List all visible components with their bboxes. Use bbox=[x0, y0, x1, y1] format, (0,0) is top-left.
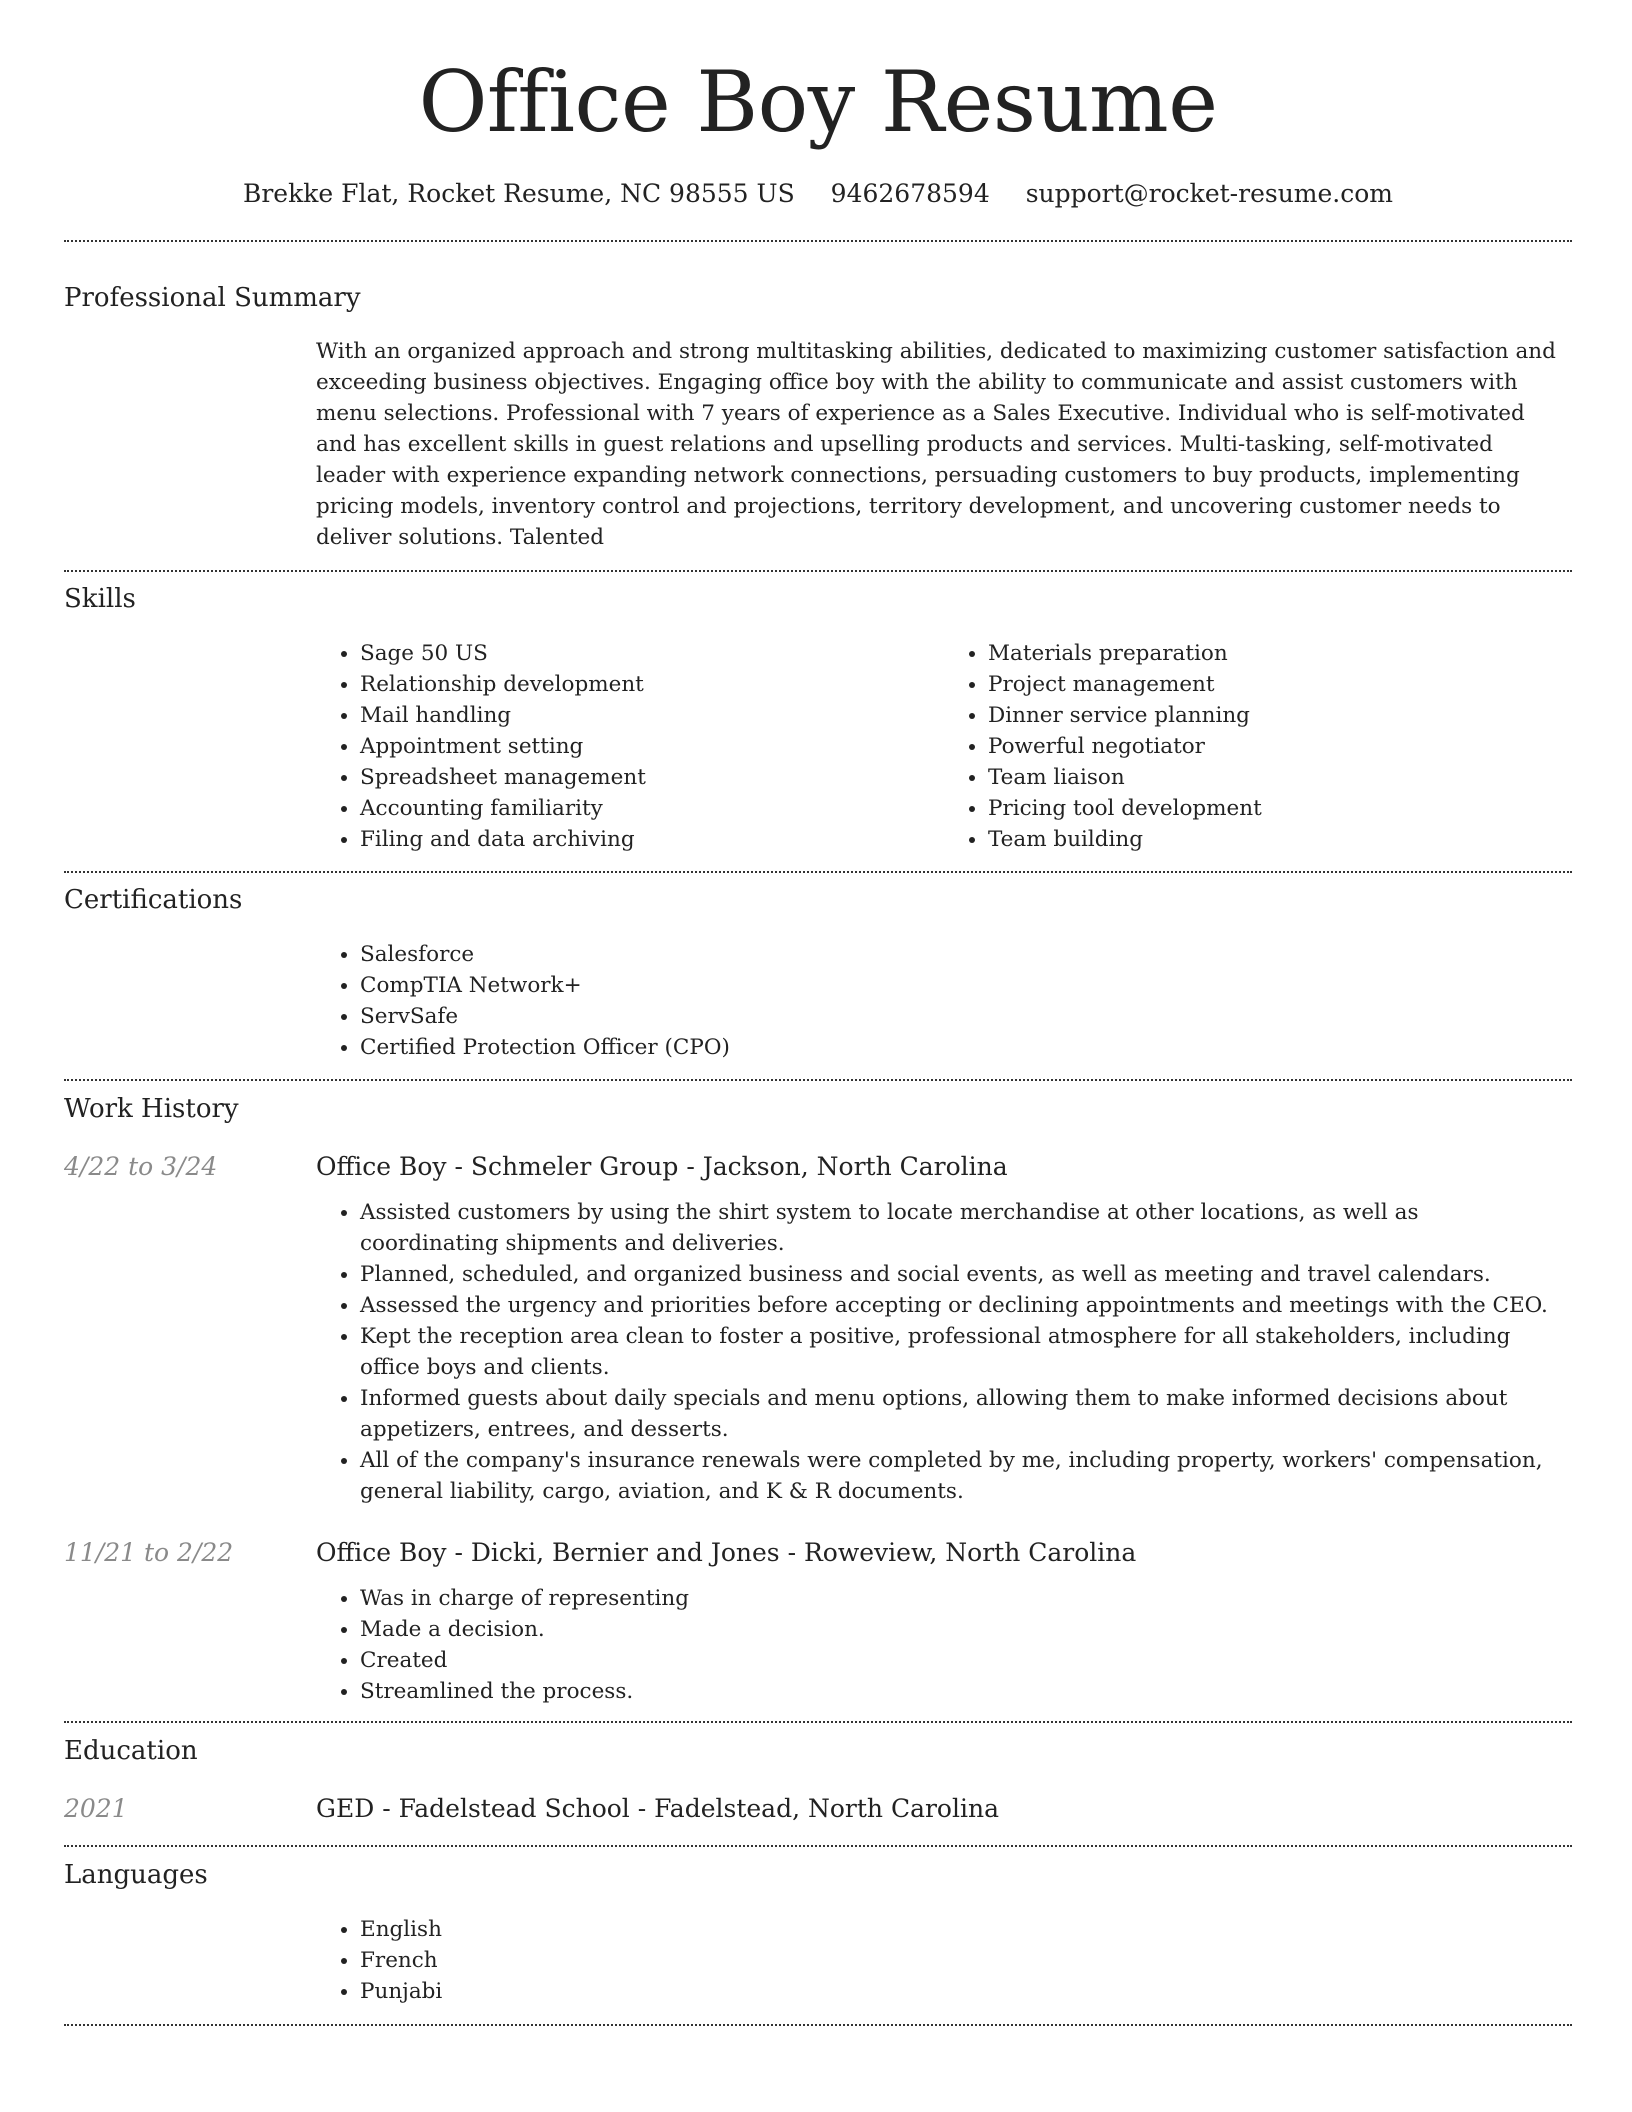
language-item: • French bbox=[360, 1945, 1572, 1976]
divider bbox=[64, 570, 1572, 572]
job-bullet: • Planned, scheduled, and organized business and social events, as well as meeting and travel calendars. bbox=[360, 1259, 1556, 1290]
skill-item: • Appointment setting bbox=[360, 731, 944, 762]
job-header bbox=[64, 1151, 1572, 1183]
skill-item: • Pricing tool development bbox=[988, 793, 1572, 824]
skill-item: • Dinner service planning bbox=[988, 700, 1572, 731]
job-bullets bbox=[316, 1583, 1572, 1707]
certification-item: • CompTIA Network+ bbox=[360, 970, 1572, 1001]
job-bullet: • Assessed the urgency and priorities before accepting or declining appointments and meetings with the CEO. bbox=[360, 1290, 1556, 1321]
skill-item: • Materials preparation bbox=[988, 638, 1572, 669]
certification-item: • ServSafe bbox=[360, 1001, 1572, 1032]
job-header bbox=[64, 1537, 1572, 1569]
section-summary bbox=[64, 282, 1572, 553]
skill-item: • Sage 50 US bbox=[360, 638, 944, 669]
section-title-certifications: Certifications bbox=[64, 885, 243, 915]
certification-item: • Salesforce bbox=[360, 939, 1572, 970]
job-bullet: • All of the company's insurance renewals were completed by me, including property, workers' compensation, general liability, cargo, aviation, and K & R documents. bbox=[360, 1445, 1556, 1507]
skill-item: • Team building bbox=[988, 824, 1572, 855]
skill-item: • Filing and data archiving bbox=[360, 824, 944, 855]
section-skills bbox=[64, 583, 1572, 855]
skill-item: • Team liaison bbox=[988, 762, 1572, 793]
languages-list bbox=[316, 1914, 1572, 2007]
job-bullet: • Assisted customers by using the shirt system to locate merchandise at other locations, as well as coordinating shipments and deliveries. bbox=[360, 1197, 1556, 1259]
language-item: • Punjabi bbox=[360, 1976, 1572, 2007]
divider bbox=[64, 2024, 1572, 2026]
divider bbox=[64, 240, 1572, 242]
skills-columns bbox=[316, 638, 1572, 855]
job-entry bbox=[64, 1151, 1572, 1507]
section-title-skills: Skills bbox=[64, 584, 136, 614]
job-title: Office Boy - Schmeler Group - Jackson, North Carolina bbox=[316, 1152, 1008, 1181]
section-title-work: Work History bbox=[64, 1094, 239, 1124]
job-entry bbox=[64, 1537, 1572, 1707]
contact-email: support@rocket-resume.com bbox=[1025, 179, 1393, 208]
certifications-body bbox=[316, 939, 1572, 1063]
section-title-summary: Professional Summary bbox=[64, 283, 361, 313]
education-degree: GED - Fadelstead School - Fadelstead, North Carolina bbox=[316, 1794, 999, 1823]
skills-list-right bbox=[944, 638, 1572, 855]
divider bbox=[64, 871, 1572, 873]
resume-page bbox=[64, 0, 1572, 2026]
job-body bbox=[316, 1583, 1572, 1707]
skill-item: • Relationship development bbox=[360, 669, 944, 700]
section-certifications bbox=[64, 884, 1572, 1063]
skill-item: • Mail handling bbox=[360, 700, 944, 731]
education-entry bbox=[64, 1793, 1572, 1825]
job-bullet: • Was in charge of representing bbox=[360, 1583, 1572, 1614]
resume-title: Office Boy Resume bbox=[418, 53, 1218, 151]
certification-item: • Certified Protection Officer (CPO) bbox=[360, 1032, 1572, 1063]
skill-item: • Powerful negotiator bbox=[988, 731, 1572, 762]
section-title-languages: Languages bbox=[64, 1860, 208, 1890]
section-languages bbox=[64, 1859, 1572, 2007]
language-item: • English bbox=[360, 1914, 1572, 1945]
skill-item: • Project management bbox=[988, 669, 1572, 700]
job-body bbox=[316, 1197, 1556, 1507]
certifications-list bbox=[316, 939, 1572, 1063]
job-dates: 4/22 to 3/24 bbox=[64, 1152, 218, 1181]
skills-list-left bbox=[316, 638, 944, 855]
section-title-education: Education bbox=[64, 1736, 198, 1766]
job-bullet: • Created bbox=[360, 1645, 1572, 1676]
skill-item: • Accounting familiarity bbox=[360, 793, 944, 824]
languages-body bbox=[316, 1914, 1572, 2007]
divider bbox=[64, 1079, 1572, 1081]
education-year: 2021 bbox=[64, 1794, 128, 1823]
section-work-history bbox=[64, 1093, 1572, 1707]
job-bullet: • Kept the reception area clean to foster a positive, professional atmosphere for all stakeholders, including office boys and clients. bbox=[360, 1321, 1556, 1383]
skill-item: • Spreadsheet management bbox=[360, 762, 944, 793]
job-bullet: • Made a decision. bbox=[360, 1614, 1572, 1645]
contact-address: Brekke Flat, Rocket Resume, NC 98555 US bbox=[242, 179, 795, 208]
job-title: Office Boy - Dicki, Bernier and Jones - Roweview, North Carolina bbox=[316, 1538, 1137, 1567]
summary-text: With an organized approach and strong multitasking abilities, dedicated to maximizing customer satisfaction and exceeding business objectives. Engaging office boy with the ability to communicate and assist customers with menu selections. Professional with 7 years of experience as a Sales Executive. Individual who is self-motivated and has excellent skills in guest relations and upselling products and services. Multi-tasking, self-motivated leader with experience expanding network connections, persuading customers to buy products, implementing pricing models, inventory control and projections, territory development, and uncovering customer needs to deliver solutions. Talented bbox=[316, 339, 1556, 550]
section-education bbox=[64, 1735, 1572, 1825]
job-bullet: • Streamlined the process. bbox=[360, 1676, 1572, 1707]
divider bbox=[64, 1845, 1572, 1847]
contact-line bbox=[64, 178, 1572, 210]
job-bullets bbox=[316, 1197, 1556, 1507]
contact-phone: 9462678594 bbox=[830, 179, 990, 208]
divider bbox=[64, 1721, 1572, 1723]
job-bullet: • Informed guests about daily specials and menu options, allowing them to make informed decisions about appetizers, entrees, and desserts. bbox=[360, 1383, 1556, 1445]
job-dates: 11/21 to 2/22 bbox=[64, 1538, 234, 1567]
